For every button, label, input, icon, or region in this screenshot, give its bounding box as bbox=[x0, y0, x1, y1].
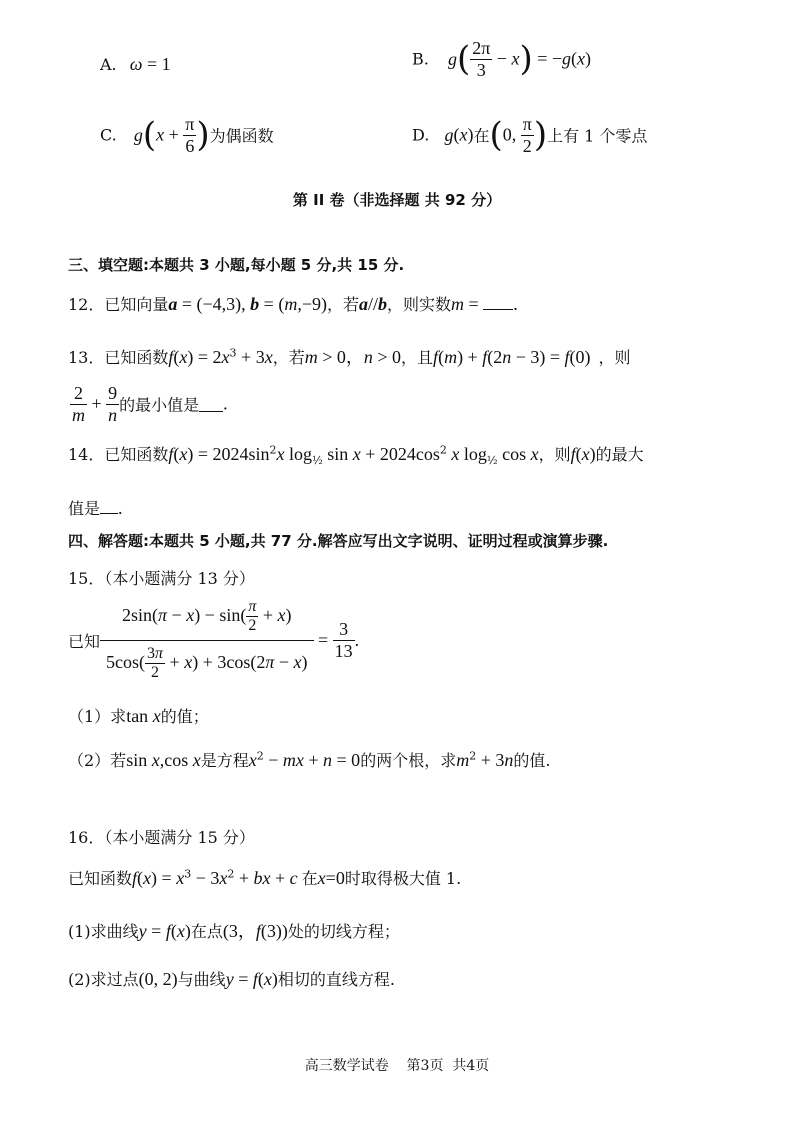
option-d-label: D. bbox=[412, 125, 430, 145]
answer-blank-12[interactable] bbox=[483, 295, 513, 310]
option-d-fraction: $\frac{\pi}{2}$ bbox=[522, 114, 532, 156]
question-14: 14．已知函数$f(x) = 2024\sin^2x$ $\log_{\frac{1}{2}} \sin x + 2024\cos^2$ x $\log_{\frac{1}{2}} \cos x$，则f(x)的最大 bbox=[68, 443, 644, 468]
question-16-title: 16．（本小题满分 15 分） bbox=[68, 828, 255, 847]
option-d: D. g(x)在(0, $\frac{\pi}{2}$ )上有 1 个零点 bbox=[412, 114, 648, 156]
question-16-given: 已知函数$f(x) = x^3 - 3x^2$ + bx + c 在x=0时取得极大值 1. bbox=[68, 867, 462, 888]
question-15-part1: （1）求tan x的值； bbox=[68, 706, 209, 726]
option-b: B. g( $\frac{2\pi}{3}$ − x) = −g(x) bbox=[412, 38, 592, 80]
question-13: 13．已知函数$f(x) = 2x^3 + 3x$，若m > 0，n > 0，且f(m) + f(2n − 3) = f(0) ，则 bbox=[68, 346, 631, 367]
page-footer: 高三数学试卷 第3页 共4页 bbox=[304, 1058, 490, 1074]
question-15-title: 15．（本小题满分 13 分） bbox=[68, 569, 255, 588]
option-b-fraction: $\frac{2\pi}{3}$ bbox=[472, 38, 491, 80]
section4-header: 四、解答题:本题共 5 小题,共 77 分.解答应写出文字说明、证明过程或演算步骤. bbox=[68, 532, 609, 550]
option-c-text: 为偶函数 bbox=[209, 126, 274, 146]
question-16-part1: (1)求曲线y = f(x)在点(3，f(3))处的切线方程； bbox=[68, 921, 400, 941]
question-15-part2: （2）若sin x,cos x是方程$x^2$ − mx + n = 0的两个根，求$m^2 + 3n$的值. bbox=[68, 749, 551, 770]
option-c-label: C. bbox=[100, 125, 117, 145]
option-c-fraction: $\frac{\pi}{6}$ bbox=[185, 114, 195, 156]
question-15-given: 已知 2sin(π − x) − sin( $\frac{\pi}{2}$ + x) 5cos( $\frac{3\pi}{2}$ + x) + 3cos(2π − x) = $\frac{3}{13}$ . bbox=[68, 598, 360, 682]
option-a: A. ω = 1 bbox=[100, 54, 171, 74]
q15-rhs-fraction: $\frac{3}{13}$ bbox=[334, 619, 353, 661]
question-12: 12．已知向量a = (−4,3), b = (m,−9)，若a//b，则实数m = . bbox=[68, 294, 518, 314]
q15-big-fraction: 2sin(π − x) − sin( $\frac{\pi}{2}$ + x) 5cos( $\frac{3\pi}{2}$ + x) + 3cos(2π − x) bbox=[100, 598, 314, 683]
question-14-line2: 值是 . bbox=[68, 498, 123, 518]
option-a-formula: ω bbox=[129, 54, 143, 74]
question-16-part2: (2)求过点(0, 2)与曲线y = f(x)相切的直线方程. bbox=[68, 969, 395, 989]
part2-title: 第 II 卷（非选择题 共 92 分） bbox=[292, 191, 502, 209]
section3-header: 三、填空题:本题共 3 小题,每小题 5 分,共 15 分. bbox=[68, 256, 405, 274]
question-13-line2: $\frac{2}{m}$ + $\frac{9}{n}$ 的最小值是 . bbox=[72, 383, 228, 425]
option-b-label: B. bbox=[412, 49, 429, 69]
answer-blank-13[interactable] bbox=[199, 397, 223, 412]
option-a-label: A. bbox=[100, 55, 117, 74]
fraction-2-over-m: $\frac{2}{m}$ bbox=[72, 383, 85, 425]
fraction-9-over-n: $\frac{9}{n}$ bbox=[108, 383, 118, 425]
option-c: C. g(x + $\frac{\pi}{6}$ )为偶函数 bbox=[100, 114, 274, 156]
answer-blank-14[interactable] bbox=[100, 499, 118, 514]
